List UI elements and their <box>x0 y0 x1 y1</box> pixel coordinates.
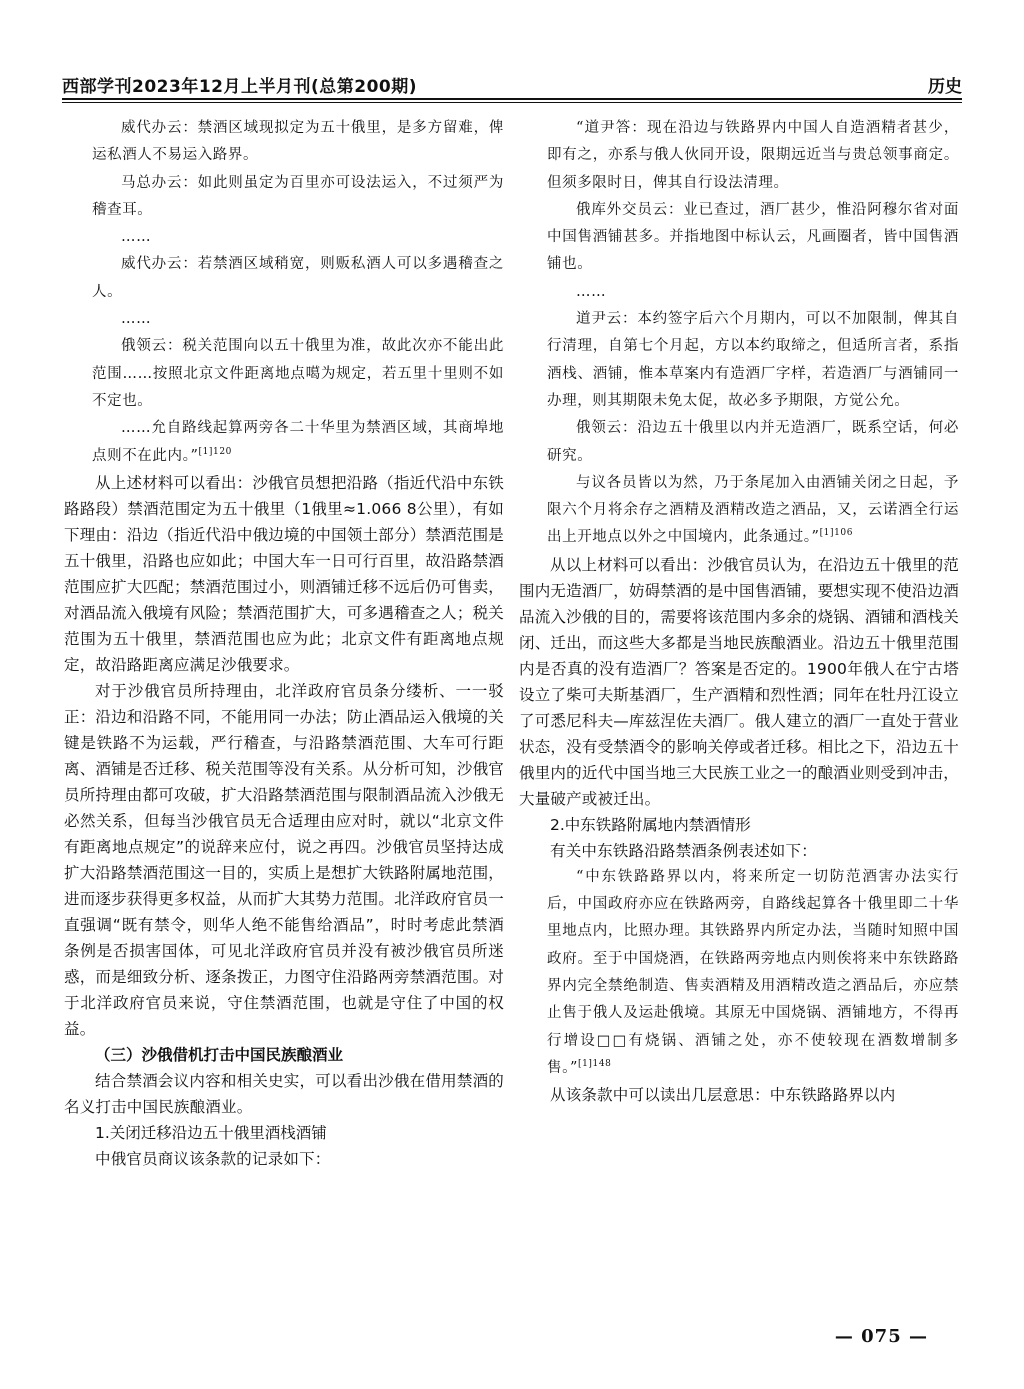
quote-paragraph <box>64 170 504 225</box>
quote-paragraph <box>64 306 504 333</box>
section-heading-text: （三）沙俄借机打击中国民族酿酒业 <box>95 1045 344 1064</box>
body-paragraph <box>519 1082 959 1108</box>
quote-paragraph <box>519 279 959 306</box>
body-paragraph <box>64 470 504 678</box>
body-paragraph-text: 对于沙俄官员所持理由，北洋政府官员条分缕析、一一驳正：沿边和沿路不同，不能用同一办法；防止酒品运入俄境的关键是铁路不为运载，严行稽查，与沿路禁酒范围、大车可行距离、酒铺是否迁移、税关范围等没有关系。从分析可知，沙俄官员所持理由都可攻破，扩大沿路禁酒范围与限制酒品流入沙俄无必然关系，但每当沙俄官员无合适理由应对时，就以“北京文件有距离地点规定”的说辞来应付，说之再四。沙俄官员坚持达成扩大沿路禁酒范围这一目的，实质上是想扩大铁路附属地范围，进而逐步获得更多权益，从而扩大其势力范围。北洋政府官员一直强调“既有禁令，则华人绝不能售给酒品”，时时考虑此禁酒条例是否损害国体，可见北洋政府官员并没有被沙俄官员所迷惑，而是细致分析、逐条拨正，力图守住沿路两旁禁酒范围。对于北洋政府官员来说，守住禁酒范围，也就是守住了中国的权益。 <box>64 681 504 1038</box>
body-paragraph-text: 结合禁酒会议内容和相关史实，可以看出沙俄在借用禁酒的名义打击中国民族酿酒业。 <box>64 1071 504 1116</box>
quote-paragraph-text: 威代办云：若禁酒区域稍宽，则贩私酒人可以多遇稽查之人。 <box>92 256 504 300</box>
left-column <box>64 115 504 1172</box>
quote-paragraph-text: 威代办云：禁酒区域现拟定为五十俄里，是多方留难，俾运私酒人不易运入路界。 <box>92 120 504 164</box>
subsection-heading <box>519 812 959 838</box>
body-paragraph-text: 中俄官员商议该条款的记录如下： <box>95 1149 331 1168</box>
quote-paragraph-text: “道尹答：现在沿边与铁路界内中国人自造酒精者甚少，即有之，亦系与俄人伙同开设，限期远近当与贵总领事商定。但须多限时日，俾其自行设法清理。 <box>547 120 959 191</box>
body-paragraph <box>64 1068 504 1120</box>
body-paragraph-text: 从上述材料可以看出：沙俄官员想把沿路（指近代沿中东铁路路段）禁酒范围定为五十俄里（1俄里≈1.066 8公里），有如下理由：沿边（指近代沿中俄边境的中国领土部分）禁酒范围是五十俄里，沿路也应如此；中国大车一日可行百里，故沿路禁酒范围应扩大匹配；禁酒范围过小，则酒铺迁移不远后仍可售卖，对酒品流入俄境有风险；禁酒范围扩大，可多遇稽查之人；税关范围为五十俄里，禁酒范围也应为此；北京文件有距离地点规定，故沿路距离应满足沙俄要求。 <box>64 473 504 674</box>
quote-paragraph <box>64 224 504 251</box>
quote-paragraph-text: 俄领云：沿边五十俄里以内并无造酒厂，既系空话，何必研究。 <box>547 420 959 464</box>
body-paragraph-text: 有关中东铁路沿路禁酒条例表述如下： <box>550 841 817 860</box>
quote-paragraph <box>519 864 959 1082</box>
quote-paragraph-text: …… <box>576 283 607 300</box>
body-paragraph-text: 从以上材料可以看出：沙俄官员认为，在沿边五十俄里的范围内无造酒厂，妨碍禁酒的是中国售酒铺，要想实现不使沿边酒品流入沙俄的目的，需要将该范围内多余的烧锅、酒铺和酒栈关闭、迁出，而这些大多都是当地民族酿酒业。沿边五十俄里范围内是否真的没有造酒厂？答案是否定的。1900年俄人在宁古塔设立了柴可夫斯基酒厂，生产酒精和烈性酒；同年在牡丹江设立了可悉尼科夫—库兹涅佐夫酒厂。俄人建立的酒厂一直处于营业状态，没有受禁酒令的影响关停或者迁移。相比之下，沿边五十俄里内的近代中国当地三大民族工业之一的酿酒业则受到冲击，大量破产或被迁出。 <box>519 555 959 808</box>
quote-paragraph <box>519 115 959 197</box>
quote-paragraph-text: 俄库外交员云：业已查过，酒厂甚少，惟沿阿穆尔省对面中国售酒铺甚多。并指地图中标认云，凡画圈者，皆中国售酒铺也。 <box>547 201 959 273</box>
subsection-heading-text: 1.关闭迁移沿边五十俄里酒栈酒铺 <box>95 1123 327 1142</box>
quote-paragraph <box>64 415 504 470</box>
quote-paragraph-text: 俄领云：税关范围向以五十俄里为准，故此次亦不能出此范围……按照北京文件距离地点噶为规定，若五里十里则不如不定也。 <box>92 338 504 409</box>
right-column <box>519 115 959 1108</box>
quote-paragraph <box>519 306 959 415</box>
quote-paragraph-text: …… <box>121 229 152 246</box>
quote-paragraph <box>519 197 959 279</box>
quote-paragraph <box>64 251 504 306</box>
quote-paragraph-text: “中东铁路路界以内，将来所定一切防范酒害办法实行后，中国政府亦应在铁路两旁，自路线起算各十俄里即二十华里地点内，比照办理。其铁路界内所定办法，当随时知照中国政府。至于中国烧酒，在铁路两旁地点内则俟将来中东铁路路界内完全禁绝制造、售卖酒精及用酒精改造之酒品后，亦应禁止售于俄人及运赴俄境。其原无中国烧锅、酒铺地方，不得再行增设□□有烧锅、酒铺之处，亦不使较现在酒数增制多售。” <box>547 868 959 1076</box>
subsection-heading-text: 2.中东铁路附属地内禁酒情形 <box>550 815 751 834</box>
subsection-heading <box>64 1120 504 1146</box>
body-paragraph <box>64 1146 504 1172</box>
citation-mark: [1]148 <box>577 1059 612 1069</box>
section-heading <box>64 1042 504 1068</box>
quote-paragraph <box>64 115 504 170</box>
body-paragraph <box>519 838 959 864</box>
body-paragraph <box>519 552 959 812</box>
quote-paragraph <box>64 333 504 415</box>
body-paragraph-text: 从该条款中可以读出几层意思：中东铁路路界以内 <box>550 1086 896 1105</box>
quote-paragraph <box>519 415 959 470</box>
page-number: — 075 — <box>834 1326 928 1347</box>
section-label: 历史 <box>928 77 962 97</box>
quote-paragraph-text: 马总办云：如此则虽定为百里亦可设法运入，不过须严为稽查耳。 <box>92 174 504 218</box>
journal-title: 西部学刊2023年12月上半月刊(总第200期) <box>62 77 417 97</box>
citation-mark: [1]120 <box>198 446 232 457</box>
quote-paragraph <box>519 470 959 552</box>
header-rule <box>62 98 962 103</box>
body-paragraph <box>64 678 504 1042</box>
quote-paragraph-text: 道尹云：本约签字后六个月期内，可以不加限制，俾其自行清理，自第七个月起，方以本约取缔之，但适所言者，系指酒栈、酒铺，惟本草案内有造酒厂字样，若造酒厂与酒铺同一办理，则其期限未免太促，故必多予期限，方觉公允。 <box>547 311 959 409</box>
quote-paragraph-text: 与议各员皆以为然，乃于条尾加入由酒铺关闭之日起，予限六个月将余存之酒精及酒精改造之酒品，又，云诺酒全行运出上开地点以外之中国境内，此条通过。” <box>547 474 959 546</box>
quote-paragraph-text: …… <box>121 311 152 328</box>
quote-paragraph-text: ……允自路线起算两旁各二十华里为禁酒区域，其商埠地点则不在此内。” <box>92 420 504 464</box>
citation-mark: [1]106 <box>819 528 854 539</box>
